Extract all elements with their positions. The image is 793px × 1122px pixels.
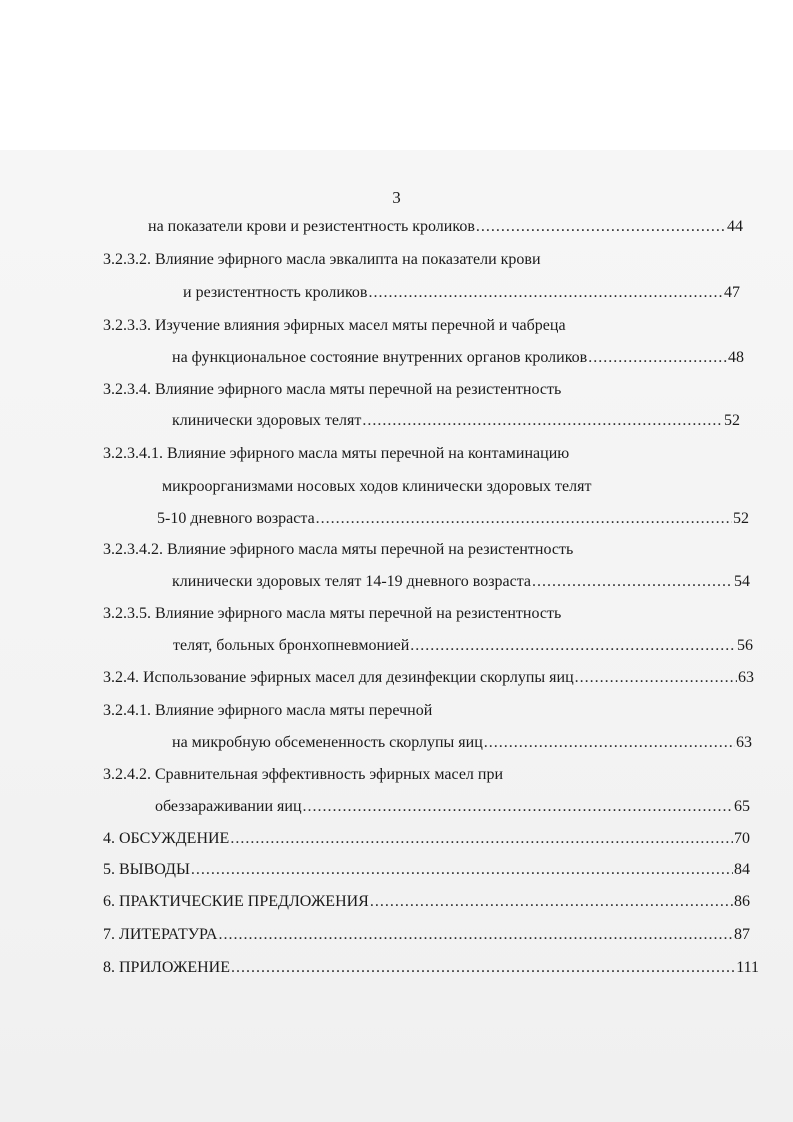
toc-leader-dots [303,796,734,818]
toc-entry[interactable] [172,732,752,754]
toc-entry-title: 8. ПРИЛОЖЕНИЕ [103,959,231,976]
toc-entry-title: 5-10 дневного возраста [157,510,315,527]
toc-entry[interactable] [103,891,750,913]
toc-entry-page: 44 [727,218,743,235]
toc-entry-page: 52 [733,510,749,527]
toc-entry-page: 84 [734,861,750,878]
toc-entry-title: 3.2.4.1. Влияние эфирного масла мяты перечной [103,702,433,719]
toc-entry-page: 54 [734,573,750,590]
toc-entry[interactable] [103,443,569,465]
toc-leader-dots [218,924,733,946]
toc-entry-title: 4. ОБСУЖДЕНИЕ [103,830,230,847]
toc-entry-page: 52 [724,412,740,429]
toc-entry-title: на микробную обсемененность скорлупы яиц [172,734,483,751]
toc-entry-page: 70 [734,830,750,847]
toc-entry-title: 7. ЛИТЕРАТУРА [103,926,218,943]
toc-leader-dots [588,347,727,369]
toc-entry[interactable] [172,410,740,432]
toc-entry[interactable] [173,635,753,657]
toc-entry-title: 3.2.3.4.1. Влияние эфирного масла мяты перечной на контаминацию [103,445,570,462]
toc-entry-title: 5. ВЫВОДЫ [103,861,190,878]
toc-leader-dots [362,410,723,432]
toc-leader-dots [368,282,723,304]
toc-entry-page: 111 [736,959,759,976]
toc-leader-dots [484,732,735,754]
toc-entry-page: 65 [734,798,750,815]
toc-leader-dots [410,635,736,657]
toc-entry-page: 86 [734,893,750,910]
toc-entry[interactable] [103,924,750,946]
toc-entry-title: 3.2.4. Использование эфирных масел для дезинфекции скорлупы яиц [103,669,574,686]
toc-entry-title: на функциональное состояние внутренних органов кроликов [172,349,588,366]
toc-leader-dots [230,828,733,850]
toc-entry-page: 48 [728,349,744,366]
toc-entry-page: 87 [734,926,750,943]
toc-entry[interactable] [103,539,573,561]
toc-entry[interactable] [103,379,561,401]
toc-entry[interactable] [148,216,743,238]
toc-entry-page: 47 [724,284,740,301]
toc-entry-title: и резистентность кроликов [183,284,368,301]
toc-entry[interactable] [103,828,750,850]
toc-entry-title: микроорганизмами носовых ходов клинически здоровых телят [162,478,592,495]
toc-entry[interactable] [103,249,541,271]
toc-entry[interactable] [103,957,759,979]
toc-entry[interactable] [103,700,432,722]
toc-leader-dots [231,957,735,979]
toc-entry-title: 3.2.3.2. Влияние эфирного масла эвкалипта на показатели крови [103,251,541,268]
toc-leader-dots [476,216,726,238]
toc-entry-title: 3.2.4.2. Сравнительная эффективность эфирных масел при [103,766,504,783]
toc-leader-dots [191,859,733,881]
toc-entry-title: телят, больных бронхопневмонией [173,637,410,654]
toc-entry-page: 56 [737,637,753,654]
toc-entry-title: 3.2.3.4. Влияние эфирного масла мяты перечной на резистентность [103,381,562,398]
toc-entry[interactable] [103,603,561,625]
toc-entry[interactable] [103,859,750,881]
toc-entry[interactable] [183,282,740,304]
toc-entry[interactable] [172,347,744,369]
toc-entry-title: 3.2.3.5. Влияние эфирного масла мяты перечной на резистентность [103,605,562,622]
toc-entry-title: 6. ПРАКТИЧЕСКИЕ ПРЕДЛОЖЕНИЯ [103,893,369,910]
toc-entry[interactable] [162,476,591,498]
toc-entry-title: клинически здоровых телят [172,412,362,429]
toc-entry[interactable] [172,571,750,593]
toc-entry[interactable] [157,508,749,530]
toc-leader-dots [316,508,732,530]
toc-entry-page: 63 [738,669,754,686]
toc-entry-page: 63 [736,734,752,751]
toc-leader-dots [370,891,733,913]
page-number: 3 [392,188,401,207]
toc-entry-title: клинически здоровых телят 14-19 дневного возраста [172,573,532,590]
toc-entry[interactable] [155,796,750,818]
toc-entry[interactable] [103,764,503,786]
toc-entry-title: 3.2.3.4.2. Влияние эфирного масла мяты перечной на резистентность [103,541,574,558]
toc-leader-dots [575,667,737,689]
toc-entry[interactable] [103,667,754,689]
toc-entry-title: 3.2.3.3. Изучение влияния эфирных масел мяты перечной и чабреца [103,317,566,334]
toc-leader-dots [532,571,733,593]
toc-entry-title: на показатели крови и резистентность кроликов [148,218,475,235]
toc-entry[interactable] [103,315,566,337]
toc-entry-title: обеззараживании яиц [155,798,302,815]
